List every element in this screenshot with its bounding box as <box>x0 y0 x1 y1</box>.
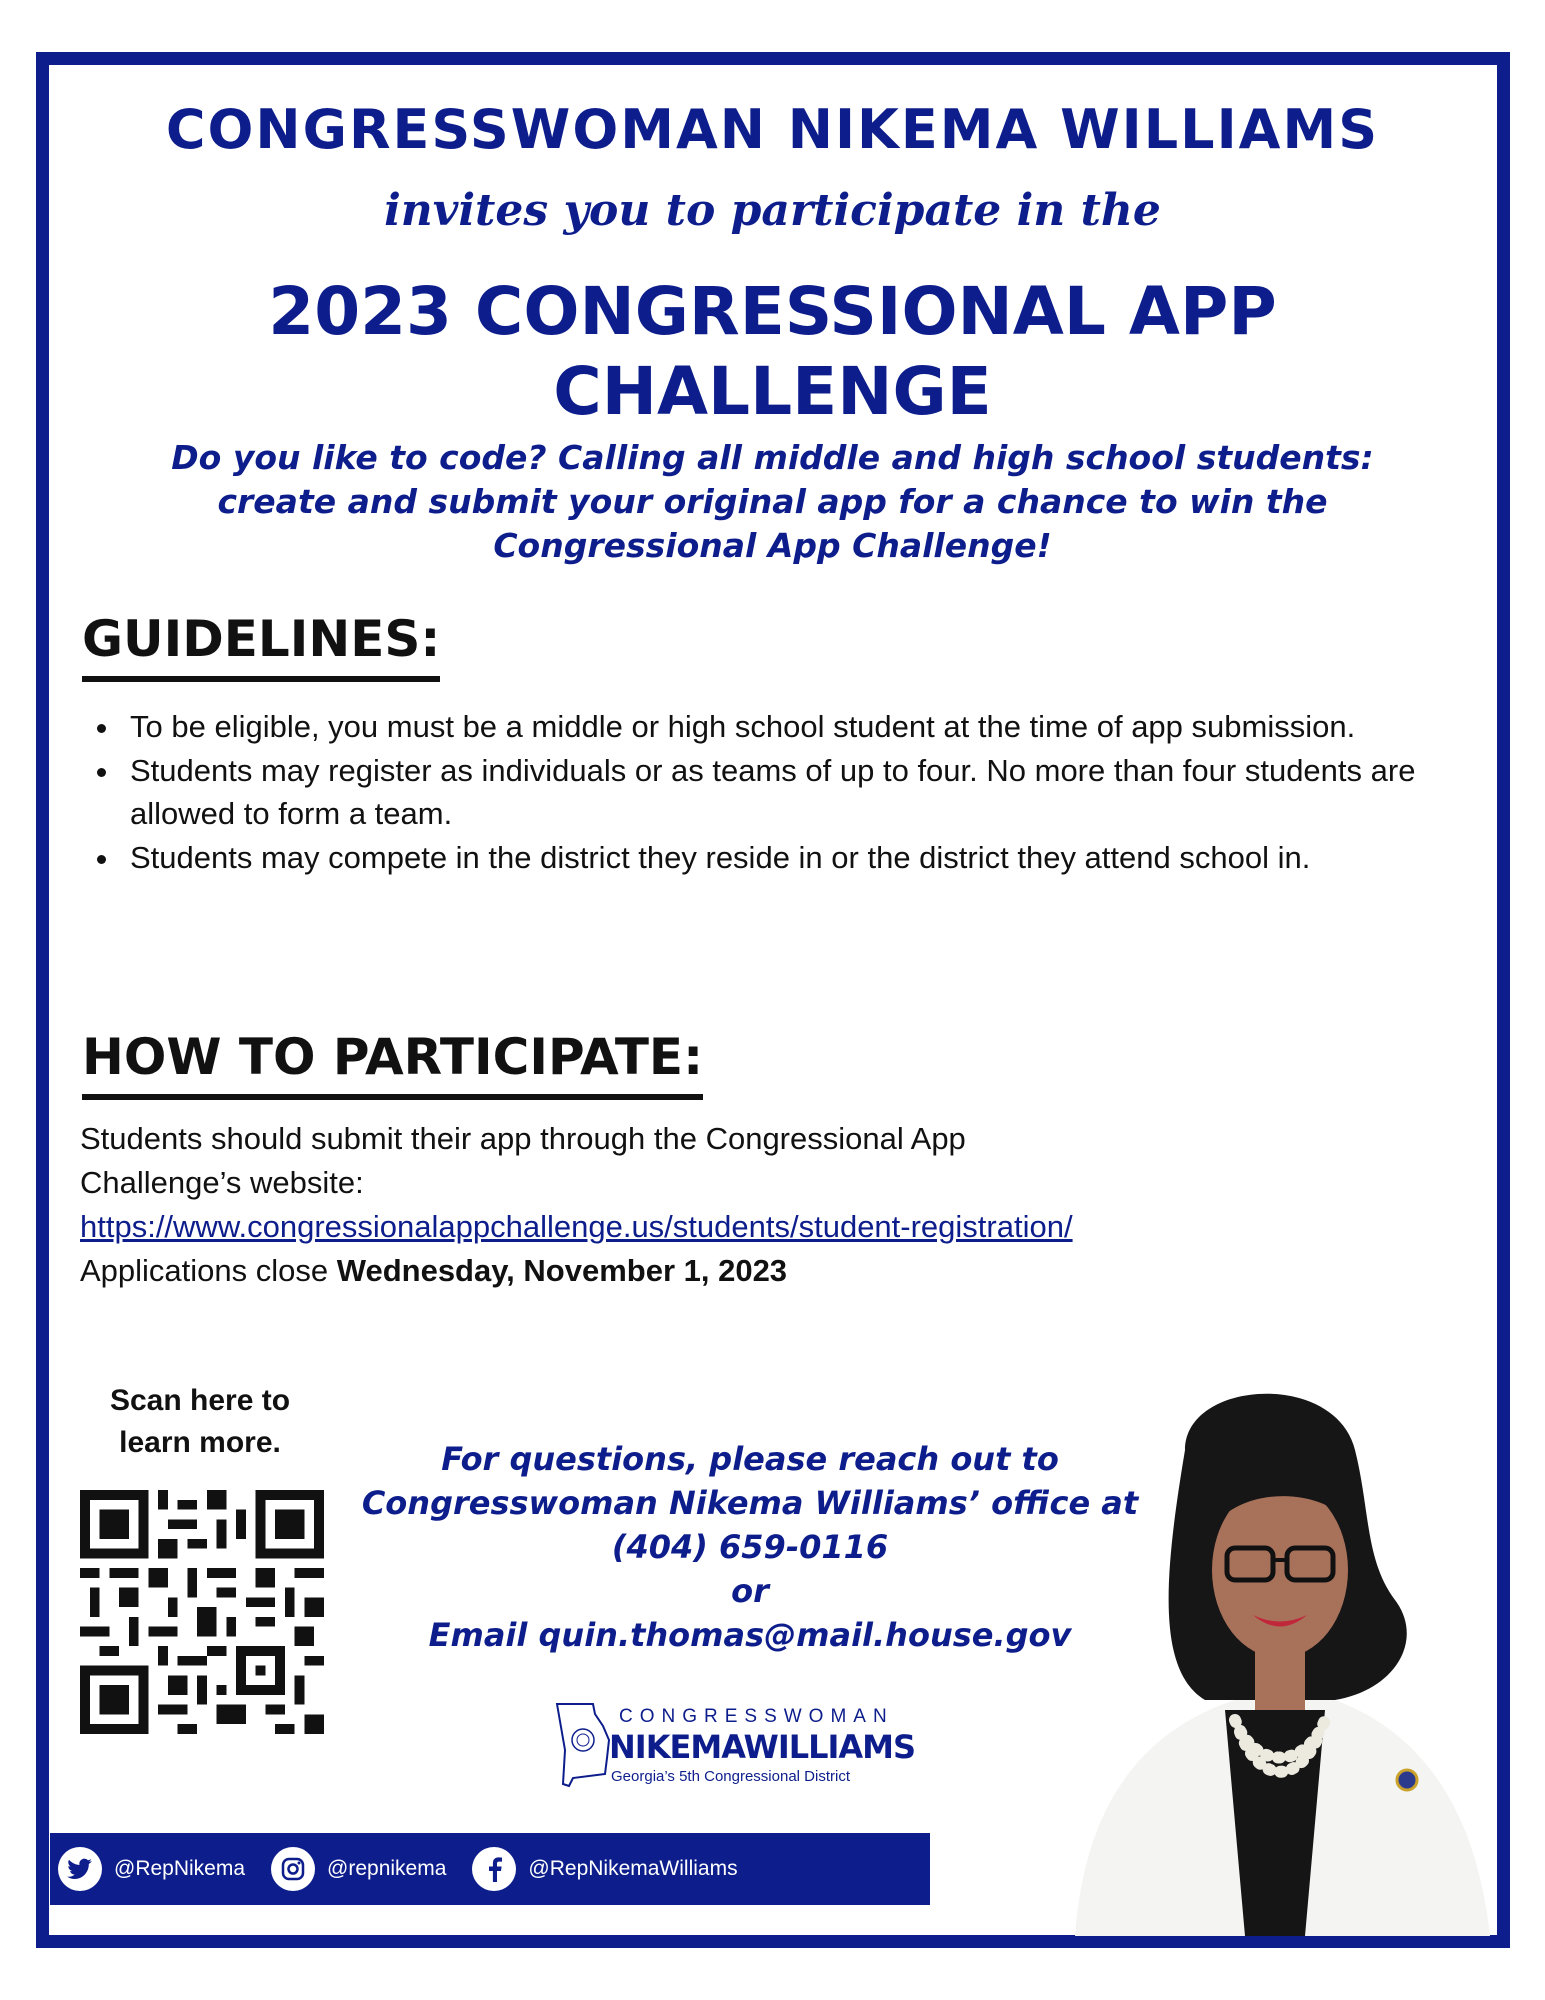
intro-line2: create and submit your original app for a chance to win the <box>217 482 1328 521</box>
guidelines-heading: GUIDELINES: <box>82 610 440 682</box>
event-title-line2: CHALLENGE <box>553 353 992 430</box>
intro-line1: Do you like to code? Calling all middle and high school students: <box>171 438 1374 477</box>
social-bar <box>50 1833 930 1905</box>
intro-line3: Congressional App Challenge! <box>493 526 1052 565</box>
guidelines-list <box>82 705 1442 880</box>
deadline-prefix: Applications close <box>80 1253 329 1288</box>
twitter-icon <box>58 1847 102 1891</box>
contact-or: or <box>731 1572 769 1610</box>
logo-top-text: CONGRESSWOMAN <box>619 1706 894 1727</box>
list-item: • Students may compete in the district they reside in or the district they attend school in. <box>122 836 1442 879</box>
congresswoman-logo <box>553 1700 933 1794</box>
logo-district: Georgia’s 5th Congressional District <box>611 1768 850 1785</box>
page-title: CONGRESSWOMAN NIKEMA WILLIAMS <box>165 98 1380 161</box>
how-line2: Challenge’s website: <box>80 1165 364 1200</box>
logo-name: NIKEMAWILLIAMS <box>609 1728 916 1766</box>
contact-email[interactable]: Email quin.thomas@mail.house.gov <box>428 1616 1072 1654</box>
list-item: • Students may register as individuals or as teams of up to four. No more than four students are allowed to form a team. <box>122 749 1442 835</box>
contact-phone[interactable]: (404) 659-0116 <box>611 1528 889 1566</box>
qr-caption <box>80 1380 320 1464</box>
list-item: • To be eligible, you must be a middle or high school student at the time of app submission. <box>122 705 1442 748</box>
contact-line1: For questions, please reach out to <box>441 1440 1059 1478</box>
facebook-handle-text: @RepNikemaWilliams <box>528 1857 738 1880</box>
georgia-map-icon <box>553 1700 613 1794</box>
invite-line: invites you to participate in the <box>384 185 1161 236</box>
deadline-date: Wednesday, November 1, 2023 <box>336 1253 788 1288</box>
registration-link[interactable]: https://www.congressionalappchallenge.us/students/student-registration/ <box>80 1209 1073 1244</box>
instagram-handle[interactable] <box>271 1847 446 1891</box>
instagram-handle-text: @repnikema <box>327 1857 447 1880</box>
facebook-icon <box>472 1847 516 1891</box>
how-to-participate-heading: HOW TO PARTICIPATE: <box>82 1028 703 1100</box>
deadline-line <box>80 1249 1400 1293</box>
contact-line2: Congresswoman Nikema Williams’ office at <box>361 1484 1139 1522</box>
facebook-handle[interactable] <box>472 1847 737 1891</box>
instagram-icon <box>271 1847 315 1891</box>
qr-caption-line2: learn more. <box>119 1426 281 1459</box>
how-line1: Students should submit their app through the Congressional App <box>80 1121 966 1156</box>
twitter-handle[interactable] <box>58 1847 245 1891</box>
how-to-participate-text <box>80 1117 1400 1293</box>
event-title-line1: 2023 CONGRESSIONAL APP <box>268 273 1277 350</box>
qr-code[interactable] <box>80 1490 324 1734</box>
event-title <box>0 272 1545 432</box>
qr-caption-line1: Scan here to <box>109 1384 291 1417</box>
intro-text <box>150 436 1395 568</box>
twitter-handle-text: @RepNikema <box>114 1857 246 1880</box>
portrait-photo <box>1035 1370 1495 1936</box>
